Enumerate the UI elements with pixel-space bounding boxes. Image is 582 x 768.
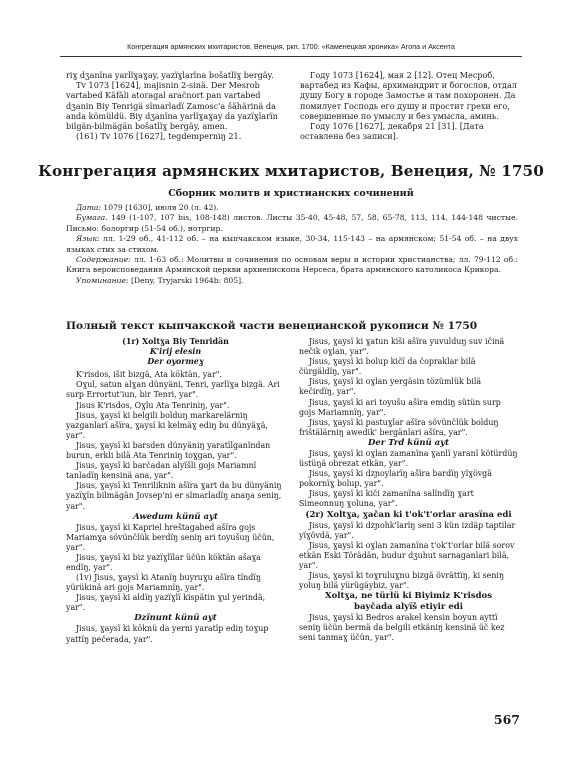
verse: Jisus, ɣaysï ki oɣlan zamanïna t'ok't'orlar bilä sorov etkän Eski Törädän, budur dʒuhut sarnaganlari bilä, yar".: [299, 540, 515, 570]
verse: Jisus, ɣaysï ki dzɲoylarïŋ ašïra bardïŋ yïɣövgä pokornïɣ bolup, yar".: [299, 469, 492, 489]
section-heading: Xoltɣa, ne türlü ki Biyimiz K'risdos: [325, 591, 492, 602]
verse: (1v) Jisus, ɣaysï ki Atanïŋ buyruɣu ašïra tïndïŋ yürükinä ari gojs Mariamnïŋ, yar".: [66, 573, 261, 593]
meta-label: Бумага.: [76, 213, 108, 223]
prayer-title-1: (1r) Xoltɣa Biy Tenridän: [122, 337, 229, 346]
section-heading: (2r) Xoltɣa, ɣačan ki t'ok't'orlar arasïna edi: [305, 509, 512, 520]
verse: Oɣul, satun alɣan dünyäni, Tenri, yarlïɣa bizgä. Ari surp Errortut'iun, bir Tenri, yar".: [66, 380, 280, 400]
manuscript-description: [66, 203, 518, 286]
top-right-column: [300, 70, 518, 141]
page-number: 567: [493, 712, 520, 727]
verse: Jisus, ɣaysï ki köknü da yerni yaratïp ediŋ toɣup yattïŋ pečerada, yar".: [66, 624, 269, 644]
verse: Jisus, ɣaysï ki Bedros arakel kensin boyun ayttï seniŋ üčün bermä da belgili etkäniŋ kensinä üč kez seni tanmaɣ üčün, yar".: [299, 613, 505, 643]
meta-contents: [66, 255, 518, 276]
main-title: Конгрегация армянских мхитаристов, Венеция, № 1750: [38, 162, 544, 180]
verse: Jisus, ɣaysï ki aldïŋ yazïɣlï kispätin ɣul yerindä, yar".: [66, 593, 266, 613]
verse: Jisus, ɣaysï ki barsden dünyäniŋ yaratïlganïndan burun, erkli bilä Ata Tenriniŋ toɣgan, yar".: [66, 440, 271, 461]
verse: Jisus, ɣaysï ki barčadan alyïšli gojs Mariamnï tanladïŋ kensinä ana, yar".: [66, 461, 257, 481]
verse: Jisus, ɣaysï ki Kapriel hreštagabed ašïra gojs Mariamɣa sövünčlük berdïŋ seniŋ ari toyušuŋ üčün, yar".: [66, 522, 275, 552]
meta-value: лл. 1-29 об., 41-112 об. – на кыпчакском языке, 30-34, 115-143 – на армянском; 51-54 об. – на двух языках стих за стихом.: [66, 234, 518, 254]
verse: Jisus, ɣaysï ki biz yazïɣlïlar üčün köktän ašaɣa endïŋ, yar".: [66, 552, 261, 572]
top-left-para-1: riɣ dʒanïna yarlïɣaɣay, yazïɣlarïna bošatlïɣ bergäy.: [66, 70, 274, 80]
section-heading: bayčada alyïš etiyir edi: [354, 602, 463, 613]
top-left-para-3: (161) Tv 1076 [1627], tegdemperniŋ 21.: [76, 131, 242, 142]
header-rule: [60, 56, 522, 57]
meta-label: Содержание:: [76, 255, 131, 265]
prayer-title-3: Der oyormeɣ: [147, 357, 204, 367]
meta-label: Язык:: [76, 234, 100, 244]
meta-value: [Deny, Tryjarski 1964b: 805].: [128, 275, 244, 285]
verse: Jisus, ɣaysï ki pastuɣlar ašïra sövünčlük bolduŋ frištälärniŋ awedik' bergänlari ašïra, yar".: [299, 417, 499, 437]
verse: Jisus, ɣaysï ki ari toyušu ašïra emdiŋ sütün surp gojs Mariamnïŋ, yar".: [299, 397, 501, 417]
meta-mention: [66, 276, 518, 286]
meta-value: лл. 1-63 об.: Молитвы и сочинения по основам веры и истории христианства; лл. 79-112 об.: Книга вероисповедания Армянской церкви архиепископа Нерсеса, брата армянского католикоса Крикора.: [66, 255, 518, 275]
meta-label: Упоминание:: [76, 275, 129, 285]
meta-date: [66, 203, 518, 213]
verse: Jisus K'risdos, Oɣlu Ata Tenriniŋ, yar".: [76, 400, 230, 410]
subtitle: Сборник молитв и христианских сочинений: [168, 188, 414, 199]
meta-value: 149 (1-107, 107 bis, 108-148) листов. Листы 35-40, 45-48, 57, 58, 65-78, 113, 114, 144-148 чистые. Письмо: болоргир (51-54 об.), нотргир.: [66, 213, 518, 233]
running-head: Конгрегация армянских мхитаристов, Венеция, ркп. 1700: «Каменецкая хроника» Агопа и Аксента: [127, 42, 455, 51]
section-title: Полный текст кыпчакской части венецианской рукописи № 1750: [66, 320, 478, 332]
verse: Jisus, ɣaysï ki Tenriliknin ašïra ɣart da bu dünyäniŋ yazïɣïn bilmägän Jovsep'ni er sïmarladïŋ anaŋa seniŋ, yar".: [66, 481, 282, 511]
top-left-para-2: Tv 1073 [1624], majisnin 2-sinä. Der Mesrob vartabed Käfäli atoragal aračnort pan vartabed dʒanin Biy Tenrigä sïmarladï Zamosc'a šähärinä da anda kömüldü. Biy dʒanïna yarlïɣaɣay da yazïɣlarïn bilgän-bilmägän bošatlïɣ bergäy, amen.: [66, 80, 278, 132]
verse: Jisus, ɣaysï ki bolup kičï da čopraklar bilä čürgäldïŋ, yar".: [299, 357, 476, 377]
right-text-column: [299, 337, 518, 643]
verse: Jisus, ɣaysï ki oɣlan yergäsin tözümlük bilä kečirdïŋ, yar".: [299, 377, 482, 397]
top-right-para-1: Году 1073 [1624], мая 2 [12]. Отец Месроб, вартабед из Кафы, архимандрит и богослов, отдал душу Богу в городе Замостье и там похоронен. Да помилует Господь его душу и простит грехи его, совершенные по умыслу и без умысла, аминь.: [300, 70, 517, 121]
verse: Jisus, ɣaysï ki toɣruluɣnu bizgä övrättïŋ, ki seniŋ yoluŋ bilä yürügäybiz, yar".: [299, 570, 505, 591]
section-heading: Awedum künü ayt: [133, 511, 218, 522]
top-right-para-2: Году 1076 [1627], декабря 21 [31]. [Дата оставлена без записи].: [300, 121, 484, 142]
meta-paper: [66, 213, 518, 234]
section-heading: Der Trd künü ayt: [367, 437, 450, 448]
top-left-column: [66, 70, 283, 141]
meta-language: [66, 234, 518, 255]
left-text-column: [66, 337, 285, 645]
meta-label: Дата:: [76, 203, 101, 212]
verse: Jisus, ɣaysï ki oɣlan zamanïna ɣanlï yaranï kötürdüŋ üstüŋä obrezat etkän, yar".: [299, 448, 518, 469]
verse: Jisus, ɣaysï ki belgili bolduŋ markarelärniŋ yazganlarï ašïra, ɣaysï ki kelmäɣ ediŋ bu dünyäɣä, yar".: [66, 410, 268, 440]
verse: Jisus, ɣaysï ki ɣatun kiši ašïra yuvulduŋ suv ičinä nečik oɣlan, yar".: [299, 337, 505, 357]
verse: K'risdos, išit bizgä, Ata köktän, yar".: [76, 370, 222, 380]
meta-value: 1079 [1630], июля 20 (л. 42).: [101, 203, 219, 212]
verse: Jisus, ɣaysï ki dzɲohk'larïŋ seni 3 kün izdäp taptilar yïɣövdä, yar".: [299, 520, 516, 540]
prayer-title-2: K'irij ełesin: [149, 347, 202, 357]
verse: Jisus, ɣaysï ki kiči zamanïna salïndïŋ ɣart Simeonnuŋ ɣoluna, yar".: [299, 489, 474, 509]
section-heading: Dzïnunt künü ayt: [134, 613, 217, 624]
